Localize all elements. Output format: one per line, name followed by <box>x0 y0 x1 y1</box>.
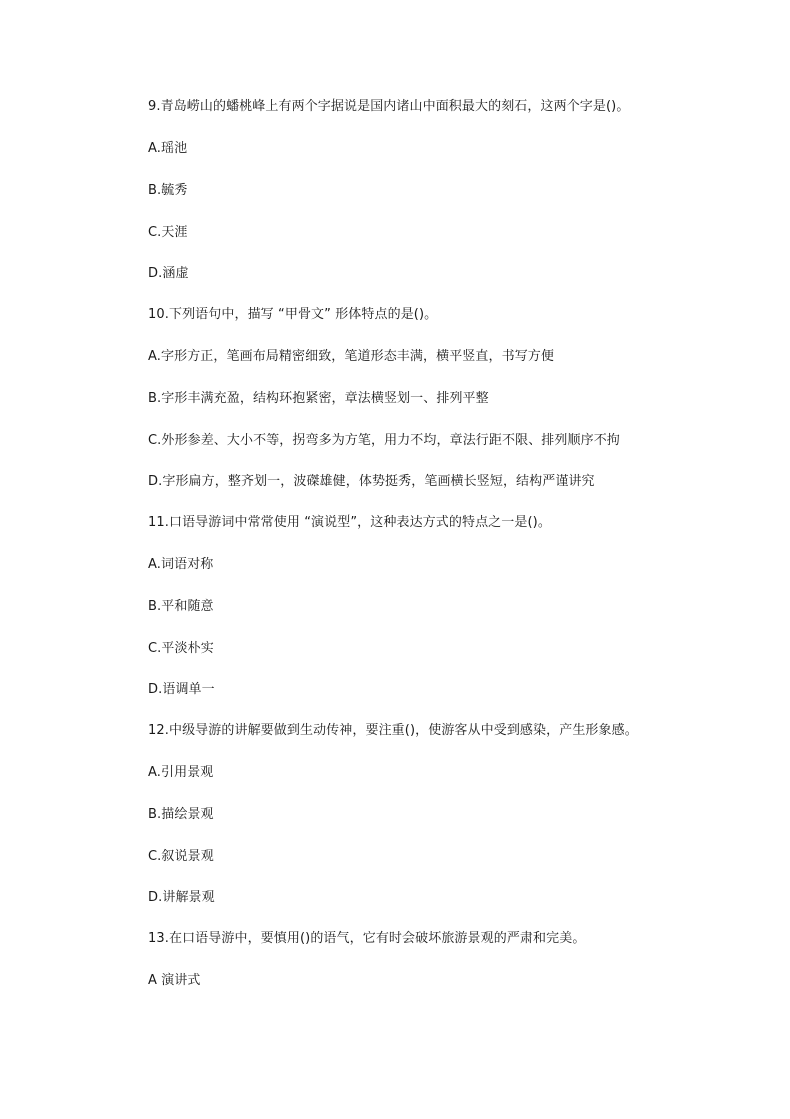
question-12-stem: 12.中级导游的讲解要做到生动传神，要注重()，使游客从中受到感染，产生形象感。 <box>148 723 638 738</box>
question-9-option-b: B.毓秀 <box>148 183 188 198</box>
question-10-stem: 10.下列语句中，描写 “甲骨文” 形体特点的是()。 <box>148 307 438 322</box>
question-11-option-d: D.语调单一 <box>148 682 215 697</box>
question-13-option-a: A 演讲式 <box>148 973 201 988</box>
question-11-option-b: B.平和随意 <box>148 599 214 614</box>
question-11-stem: 11.口语导游词中常常使用 “演说型”，这种表达方式的特点之一是()。 <box>148 515 551 530</box>
question-11-option-c: C.平淡朴实 <box>148 641 214 656</box>
question-10-option-a: A.字形方正，笔画布局精密细致，笔道形态丰满，横平竖直，书写方便 <box>148 349 554 364</box>
question-10-option-d: D.字形扁方，整齐划一，波磔雄健，体势挺秀，笔画横长竖短，结构严谨讲究 <box>148 474 595 489</box>
question-11-option-a: A.词语对称 <box>148 557 214 572</box>
question-9-option-c: C.天涯 <box>148 225 188 240</box>
question-12-option-a: A.引用景观 <box>148 765 214 780</box>
question-10-option-b: B.字形丰满充盈，结构环抱紧密，章法横竖划一、排列平整 <box>148 391 489 406</box>
question-12-option-c: C.叙说景观 <box>148 849 214 864</box>
question-13-stem: 13.在口语导游中，要慎用()的语气，它有时会破坏旅游景观的严肃和完美。 <box>148 931 586 946</box>
question-12-option-d: D.讲解景观 <box>148 890 215 905</box>
question-10-option-c: C.外形参差、大小不等，拐弯多为方笔，用力不均，章法行距不限、排列顺序不拘 <box>148 433 620 448</box>
question-9-option-d: D.涵虚 <box>148 266 189 281</box>
question-9-stem: 9.青岛崂山的蟠桃峰上有两个字据说是国内诸山中面积最大的刻石，这两个字是()。 <box>148 99 630 114</box>
question-12-option-b: B.描绘景观 <box>148 807 214 822</box>
question-9-option-a: A.瑶池 <box>148 141 188 156</box>
